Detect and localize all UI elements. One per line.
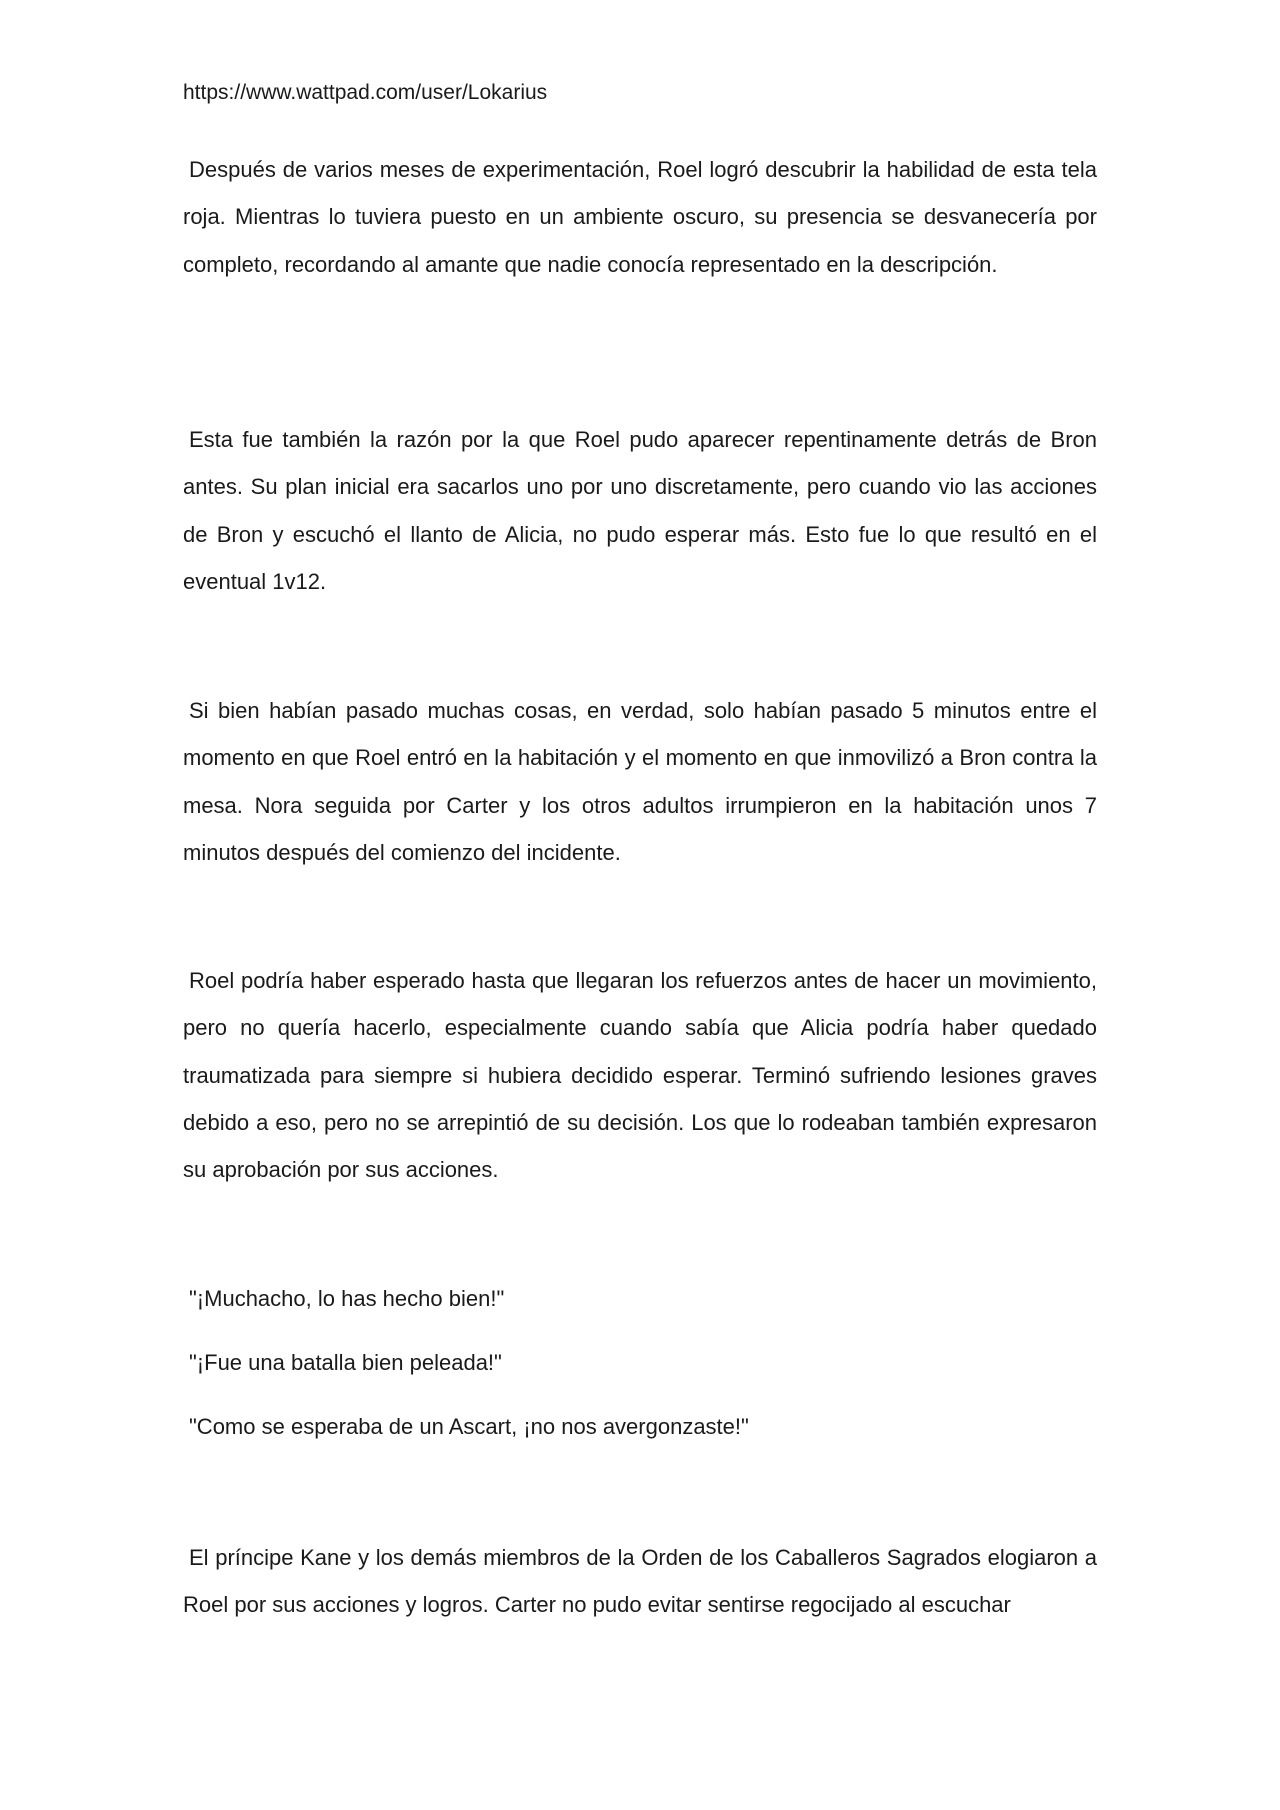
paragraph: Después de varios meses de experimentación, Roel logró descubrir la habilidad de esta tela roja. Mientras lo tuviera puesto en un ambiente oscuro, su presencia se desvanecería por completo, recordando al amante que nadie conocía representado en la descripción. (183, 157, 1097, 277)
paragraph: Roel podría haber esperado hasta que llegaran los refuerzos antes de hacer un movimiento, pero no quería hacerlo, especialmente cuando sabía que Alicia podría haber quedado traumatizada para siempre si hubiera decidido esperar. Terminó sufriendo lesiones graves debido a eso, pero no se arrepintió de su decisión. Los que lo rodeaban también expresaron su aprobación por sus acciones. (183, 968, 1097, 1183)
closing-paragraph: El príncipe Kane y los demás miembros de la Orden de los Caballeros Sagrados elogiaron a Roel por sus acciones y logros. Carter no pudo evitar sentirse regocijado al escuchar (183, 1545, 1097, 1618)
paragraph: Si bien habían pasado muchas cosas, en verdad, solo habían pasado 5 minutos entre el momento en que Roel entró en la habitación y el momento en que inmovilizó a Bron contra la mesa. Nora seguida por Carter y los otros adultos irrumpieron en la habitación unos 7 minutos después del comienzo del incidente. (183, 698, 1097, 865)
dialogue-line: "¡Fue una batalla bien peleada!" (189, 1350, 502, 1375)
dialogue-line: "¡Muchacho, lo has hecho bien!" (189, 1286, 505, 1311)
header-url: https://www.wattpad.com/user/Lokarius (183, 81, 548, 104)
dialogue-line: "Como se esperaba de un Ascart, ¡no nos avergonzaste!" (189, 1414, 749, 1439)
paragraph: Esta fue también la razón por la que Roel pudo aparecer repentinamente detrás de Bron antes. Su plan inicial era sacarlos uno por uno discretamente, pero cuando vio las acciones de Bron y escuchó el llanto de Alicia, no pudo esperar más. Esto fue lo que resultó en el eventual 1v12. (183, 427, 1097, 594)
